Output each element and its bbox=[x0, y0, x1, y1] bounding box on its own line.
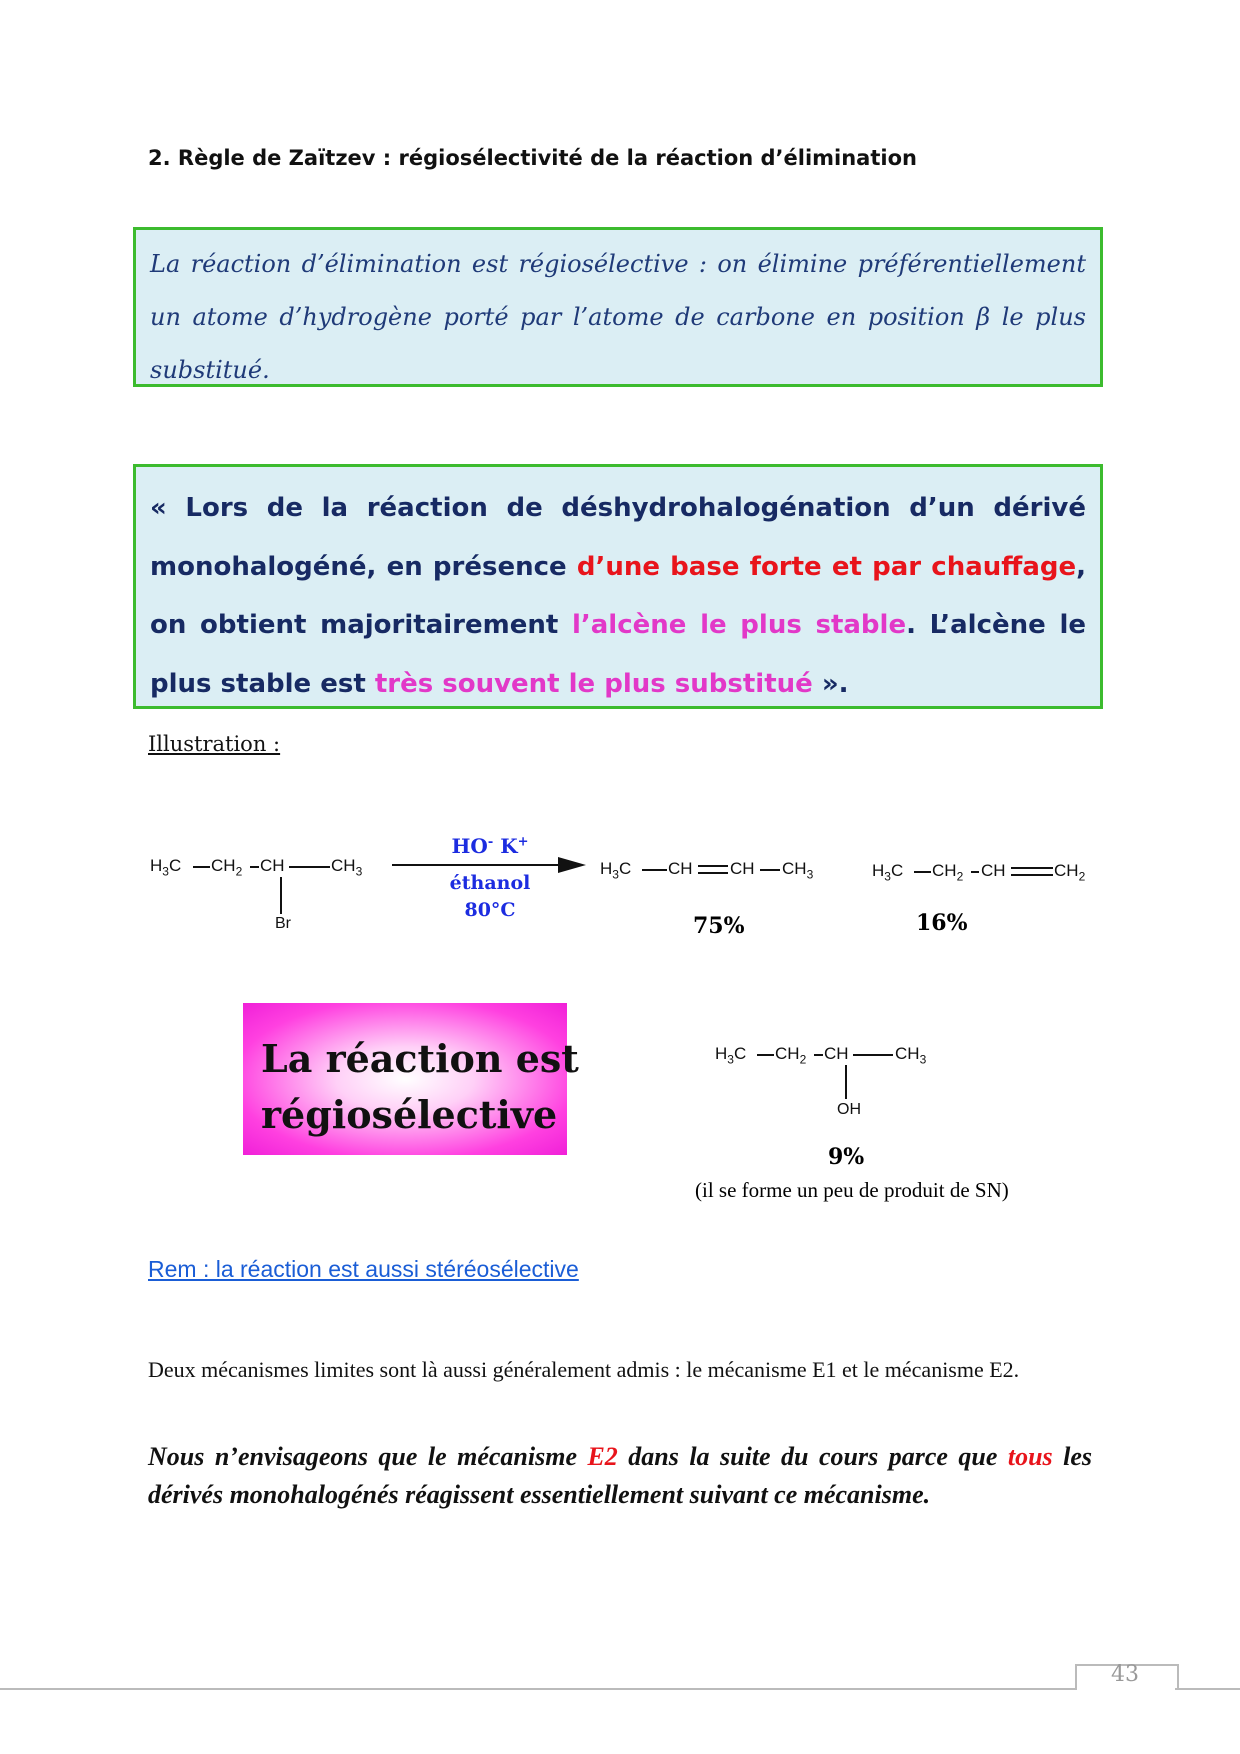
product3-note: (il se forme un peu de produit de SN) bbox=[695, 1178, 1009, 1202]
regioselective-box bbox=[243, 1003, 579, 1155]
bond-line-vertical bbox=[845, 1065, 847, 1099]
reactant-ch2: $CH_2$ bbox=[211, 856, 243, 879]
e2-paragraph: Nous n’envisageons que le mécanisme E2 dans la suite du cours parce que tous les dérivés monohalogénés réagissent essentiellement suivant ce mécanisme. bbox=[148, 1442, 1093, 1509]
regio-line1: La réaction est bbox=[261, 1036, 579, 1081]
rule-emphasis-stable: l’alcène le plus stable bbox=[571, 610, 907, 640]
footer-line-left bbox=[0, 1688, 1075, 1690]
rule-part5: . L’alcène le plus stable est bbox=[150, 610, 1086, 699]
bond-line bbox=[853, 1054, 893, 1056]
product1-ch3: $CH_3$ bbox=[782, 859, 814, 882]
rule-part1: « Lors de la réaction de déshydrohalogénation d’un dérivé monohalogéné, en présence bbox=[150, 493, 1086, 582]
rule-part7: ». bbox=[812, 668, 849, 699]
e2-emphasis: E2 bbox=[587, 1442, 618, 1471]
bond-line bbox=[642, 869, 667, 871]
definition-text: La réaction d’élimination est régiosélective : on élimine préférentiellement un atome d’hydrogène porté par l’atome de carbone en position β le plus substitué. bbox=[150, 250, 1086, 384]
bond-line bbox=[971, 871, 979, 873]
product1-ch-b: CH bbox=[730, 859, 755, 878]
product1-h3c: $H_3C$ bbox=[600, 859, 632, 882]
double-bond-line bbox=[1011, 867, 1053, 869]
bond-line bbox=[250, 866, 259, 868]
reactant-formula: $H_3C$ bbox=[150, 856, 182, 879]
mechanisms-paragraph: Deux mécanismes limites sont là aussi généralement admis : le mécanisme E1 et le mécanisme E2. bbox=[148, 1357, 1020, 1382]
product2-ch2-end: $CH_2$ bbox=[1054, 861, 1086, 884]
product3-yield: 9% bbox=[828, 1144, 865, 1170]
remark-link[interactable]: Rem : la réaction est aussi stéréosélective bbox=[148, 1256, 579, 1282]
tous-emphasis: tous bbox=[1007, 1442, 1053, 1471]
double-bond-line bbox=[698, 865, 728, 867]
bond-line-vertical bbox=[280, 877, 282, 914]
product3-ch2: $CH_2$ bbox=[775, 1044, 807, 1067]
section-heading: 2. Règle de Zaïtzev : régiosélectivité de la réaction d’élimination bbox=[148, 146, 917, 170]
reactant-ch3: $CH_3$ bbox=[331, 856, 363, 879]
rule-part3: , on obtient majoritairement bbox=[150, 551, 1087, 640]
page-number: 43 bbox=[1111, 1662, 1139, 1687]
double-bond-line bbox=[698, 872, 728, 874]
bond-line bbox=[914, 871, 931, 873]
product1-ch-a: CH bbox=[668, 859, 693, 878]
illustration-label: Illustration : bbox=[148, 732, 281, 756]
reactant-ch: CH bbox=[260, 856, 285, 875]
bond-line bbox=[193, 866, 210, 868]
bond-line bbox=[814, 1054, 823, 1056]
bond-line bbox=[289, 866, 330, 868]
temperature-label: 80°C bbox=[464, 899, 516, 921]
product2-ch: CH bbox=[981, 861, 1006, 880]
reactant-substituent: Br bbox=[275, 915, 291, 932]
product2-h3c: $H_3C$ bbox=[872, 861, 904, 884]
product3-h3c: $H_3C$ bbox=[715, 1044, 747, 1067]
product1-yield: 75% bbox=[693, 913, 745, 939]
bond-line bbox=[760, 869, 780, 871]
product2-ch2: $CH_2$ bbox=[932, 861, 964, 884]
solvent-label: éthanol bbox=[449, 872, 531, 894]
product3-ch3: $CH_3$ bbox=[895, 1044, 927, 1067]
rule-emphasis-substituted: très souvent le plus substitué bbox=[374, 668, 813, 699]
reagent-label: HO- K+ bbox=[451, 834, 529, 858]
product2-yield: 16% bbox=[916, 910, 968, 936]
bond-line bbox=[757, 1054, 774, 1056]
footer-line-right bbox=[1175, 1688, 1240, 1690]
rule-emphasis-base: d’une base forte et par chauffage bbox=[576, 551, 1077, 582]
product3-substituent: OH bbox=[837, 1101, 861, 1118]
double-bond-line bbox=[1011, 874, 1053, 876]
product3-ch: CH bbox=[824, 1044, 849, 1063]
regio-line2: régiosélective bbox=[261, 1092, 558, 1137]
